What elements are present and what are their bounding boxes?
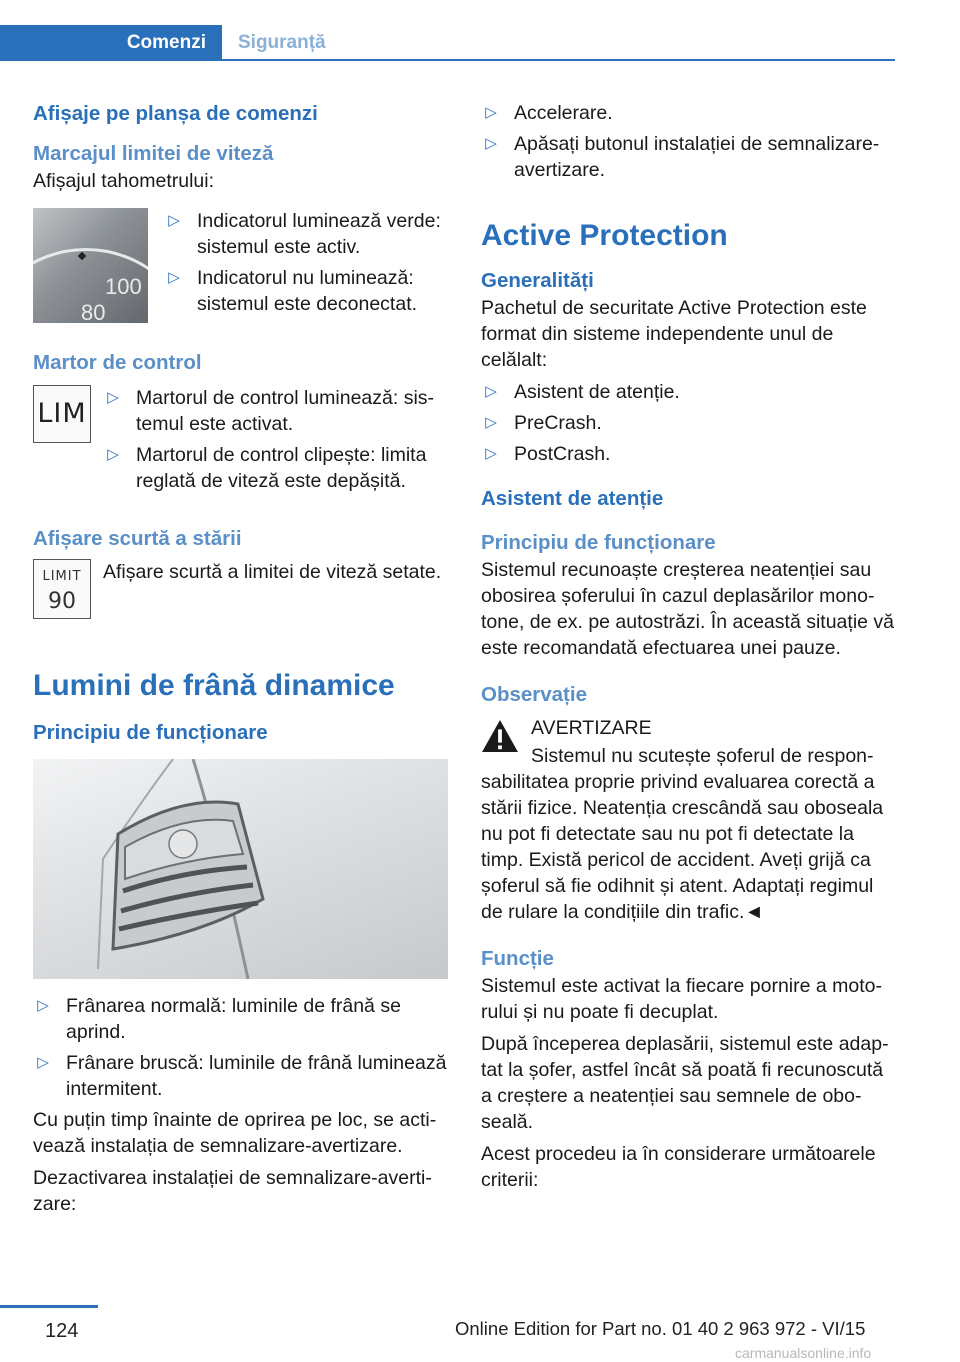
list-item: ▷ Indicatorul nu luminează: sistemul este deconectat. (164, 265, 448, 317)
triangle-bullet-icon: ▷ (485, 414, 497, 431)
function-paragraph-2: După începerea deplasării, sistemul este adaptat la șofer, astfel încât să poată fi recunoscută a creștere a neatenției sau semnele de oboseală. (481, 1033, 889, 1133)
tachometer-image (33, 208, 148, 323)
list-item: ▷ Apăsați butonul instalației de semnalizare-avertizare. (481, 131, 896, 183)
function-paragraph-1: Sistemul este activat la fiecare pornire a motorului și nu poate fi decuplat. (481, 975, 883, 1023)
triangle-bullet-icon: ▷ (485, 383, 497, 400)
triangle-bullet-icon: ▷ (37, 1054, 49, 1071)
page-number: 124 (45, 1320, 79, 1342)
heading-function-principle: Principiu de funcționare (481, 531, 716, 554)
tab-siguranta[interactable]: Siguranță (238, 32, 326, 53)
triangle-bullet-icon: ▷ (485, 104, 497, 121)
list-item: ▷ Accelerare. (481, 100, 896, 126)
general-list (481, 379, 896, 467)
gauge-label-100: 100 (105, 274, 142, 299)
heading-short-status: Afișare scurtă a stării (33, 527, 242, 550)
heading-note: Observație (481, 683, 587, 706)
heading-speed-limit-mark: Marcajul limitei de viteză (33, 142, 274, 165)
triangle-bullet-icon: ▷ (485, 135, 497, 152)
edition-text: Online Edition for Part no. 01 40 2 963 972 - VI/15 (455, 1318, 866, 1339)
triangle-bullet-icon: ▷ (168, 212, 180, 229)
triangle-bullet-icon: ▷ (168, 269, 180, 286)
heading-principle: Principiu de funcționare (33, 721, 268, 744)
limit-90-icon: LIMIT 90 (33, 559, 91, 619)
function-paragraph-3: Acest procedeu ia în considerare următoarele criterii: (481, 1143, 876, 1191)
tail-light-image (33, 759, 448, 979)
tacho-intro: Afișajul tahometrului: (33, 170, 215, 192)
right-column (481, 100, 896, 1193)
warning-triangle-icon (481, 719, 519, 753)
section-title-displays: Afișaje pe planșa de comenzi (33, 102, 318, 125)
triangle-bullet-icon: ▷ (107, 446, 119, 463)
tab-comenzi[interactable]: Comenzi (0, 25, 222, 61)
footer-rule (0, 1305, 98, 1308)
list-item: ▷ PreCrash. (481, 410, 896, 436)
control-list (103, 385, 448, 499)
brake-paragraph-2: Dezactivarea instalației de semnalizare-avertizare: (33, 1167, 432, 1215)
heading-attention-assistant: Asistent de atenție (481, 487, 664, 510)
warning-block (481, 715, 896, 925)
list-item: ▷ Indicatorul luminează verde: sistemul este activ. (164, 208, 448, 260)
section-title-dynamic-brake-lights: Lumini de frână dinamice (33, 669, 395, 702)
principle-paragraph: Sistemul recunoaște creșterea neatenției sau obosirea șoferului în cazul deplasărilor monotone, de ex. pe autostrăzi. În această situație vă este recomandată efectuarea unei pauze. (481, 559, 895, 659)
section-title-active-protection: Active Protection (481, 219, 728, 252)
list-item: ▷ Frânarea normală: luminile de frână se aprind. (33, 993, 448, 1045)
hazard-steps-list (481, 100, 896, 183)
gauge-label-80: 80 (81, 300, 106, 323)
heading-function: Funcție (481, 947, 554, 970)
triangle-bullet-icon: ▷ (107, 389, 119, 406)
list-item: ▷ Martorul de control luminează: sistemul este activat. (103, 385, 448, 437)
warning-title: AVERTIZARE (531, 717, 652, 739)
heading-control-light: Martor de control (33, 351, 202, 374)
left-column (33, 100, 448, 1217)
tab-underline (222, 59, 895, 61)
brake-paragraph-1: Cu puțin timp înainte de oprirea pe loc, se activează instalația de semnalizare-avertizare. (33, 1109, 437, 1157)
watermark: carmanualsonline.info (735, 1345, 872, 1361)
list-item: ▷ Asistent de atenție. (481, 379, 896, 405)
general-paragraph: Pachetul de securitate Active Protection este format din sisteme independente unul de celălalt: (481, 297, 867, 371)
heading-general: Generalități (481, 269, 594, 292)
lim-indicator-icon: LIM (33, 385, 91, 443)
list-item: ▷ PostCrash. (481, 441, 896, 467)
triangle-bullet-icon: ▷ (37, 997, 49, 1014)
list-item: ▷ Martorul de control clipește: limita reglată de viteză este depășită. (103, 442, 448, 494)
status-text: Afișare scurtă a limitei de viteză setate. (103, 561, 442, 583)
triangle-bullet-icon: ▷ (485, 445, 497, 462)
warning-text: Sistemul nu scutește șoferul de responsabilitatea proprie privind evaluarea corectă a stării fizice. Neatenția crescândă sau oboseala nu pot fi detectate sau nu pot fi detectate la timp. Există pericol de accident. Aveți grijă ca șoferul să fie odihnit și atent. Adaptați regimul de rulare la condițiile din trafic.◄ (481, 745, 884, 923)
brake-list (33, 993, 448, 1102)
header-tabs (0, 0, 895, 62)
tacho-list (164, 208, 448, 323)
list-item: ▷ Frânare bruscă: luminile de frână luminează intermitent. (33, 1050, 448, 1102)
